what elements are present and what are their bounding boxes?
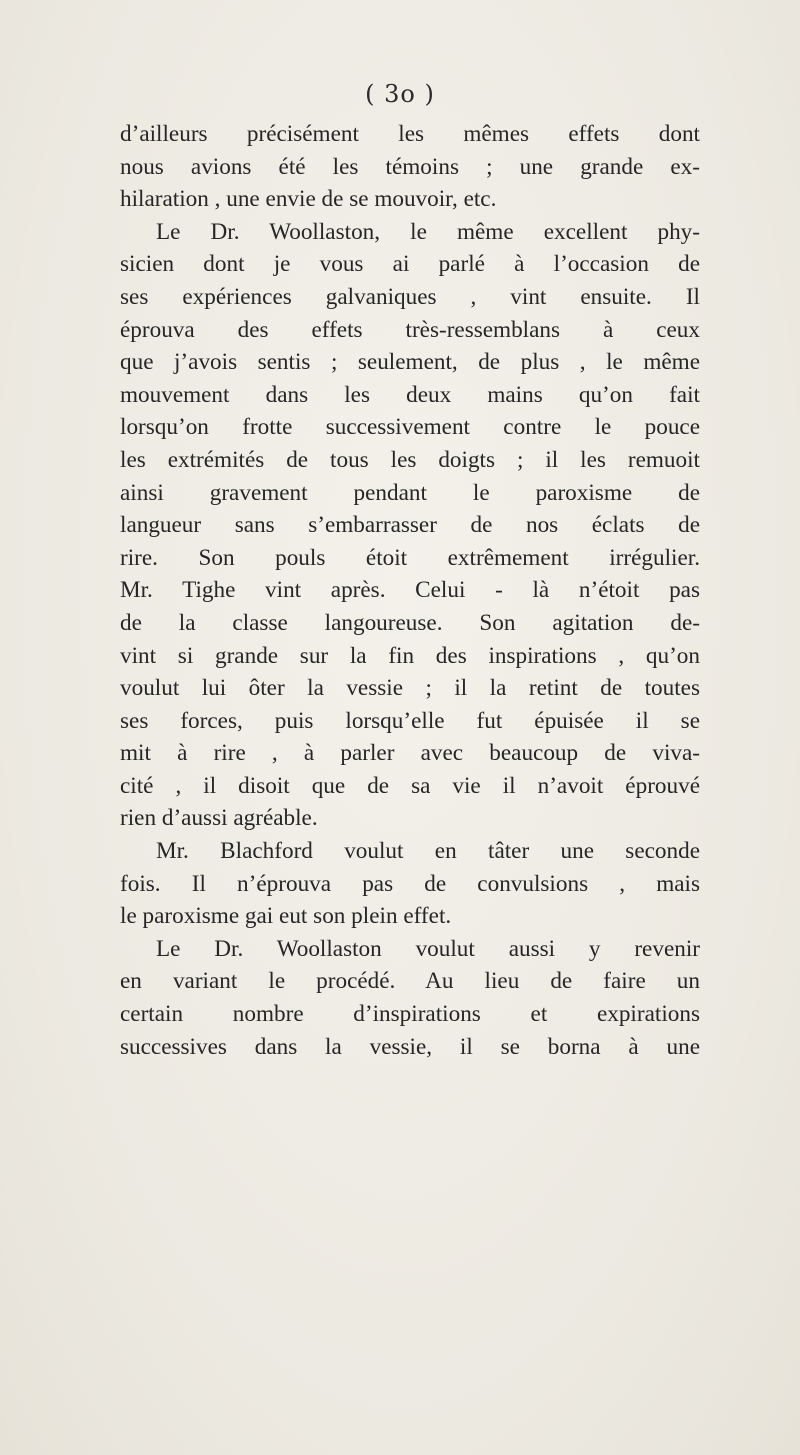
text-line: certain nombre d’inspirations et expirations xyxy=(120,1001,700,1028)
text-line: Le Dr. Woollaston, le même excellent phy- xyxy=(156,218,700,245)
text-line: cité , il disoit que de sa vie il n’avoit éprouvé xyxy=(120,772,700,799)
body-text xyxy=(120,118,700,1063)
text-line: rien d’aussi agréable. xyxy=(120,805,318,832)
text-line: successives dans la vessie, il se borna à une xyxy=(120,1033,700,1060)
text-line: mit à rire , à parler avec beaucoup de viva- xyxy=(120,740,700,767)
text-line: mouvement dans les deux mains qu’on fait xyxy=(120,381,700,408)
text-line: que j’avois sentis ; seulement, de plus , le même xyxy=(120,349,700,376)
text-line: lorsqu’on frotte successivement contre le pouce xyxy=(120,414,700,441)
text-line: ainsi gravement pendant le paroxisme de xyxy=(120,479,700,506)
text-line: les extrémités de tous les doigts ; il les remuoit xyxy=(120,446,700,473)
text-line: ses expériences galvaniques , vint ensuite. Il xyxy=(120,283,700,310)
text-line: Mr. Tighe vint après. Celui - là n’étoit pas xyxy=(120,577,700,604)
text-line: Le Dr. Woollaston voulut aussi y revenir xyxy=(156,935,700,962)
text-line: voulut lui ôter la vessie ; il la retint de toutes xyxy=(120,675,700,702)
text-line: sicien dont je vous ai parlé à l’occasion de xyxy=(120,251,700,278)
text-line: rire. Son pouls étoit extrêmement irrégulier. xyxy=(120,544,700,571)
page-number: ( 3o ) xyxy=(365,80,435,108)
text-line: Mr. Blachford voulut en tâter une seconde xyxy=(156,838,700,865)
text-line: langueur sans s’embarrasser de nos éclats de xyxy=(120,512,700,539)
text-line: éprouva des effets très-ressemblans à ceux xyxy=(120,316,700,343)
text-line: en variant le procédé. Au lieu de faire un xyxy=(120,968,700,995)
text-line: ses forces, puis lorsqu’elle fut épuisée il se xyxy=(120,707,700,734)
text-line: vint si grande sur la fin des inspirations , qu’on xyxy=(120,642,700,669)
text-line: d’ailleurs précisément les mêmes effets dont xyxy=(120,121,700,147)
text-line: hilaration , une envie de se mouvoir, etc. xyxy=(120,186,497,213)
text-line: de la classe langoureuse. Son agitation de- xyxy=(120,609,700,636)
text-line: fois. Il n’éprouva pas de convulsions , mais xyxy=(120,870,700,897)
text-line: le paroxisme gai eut son plein effet. xyxy=(120,903,452,930)
text-line: nous avions été les témoins ; une grande ex- xyxy=(120,153,700,180)
